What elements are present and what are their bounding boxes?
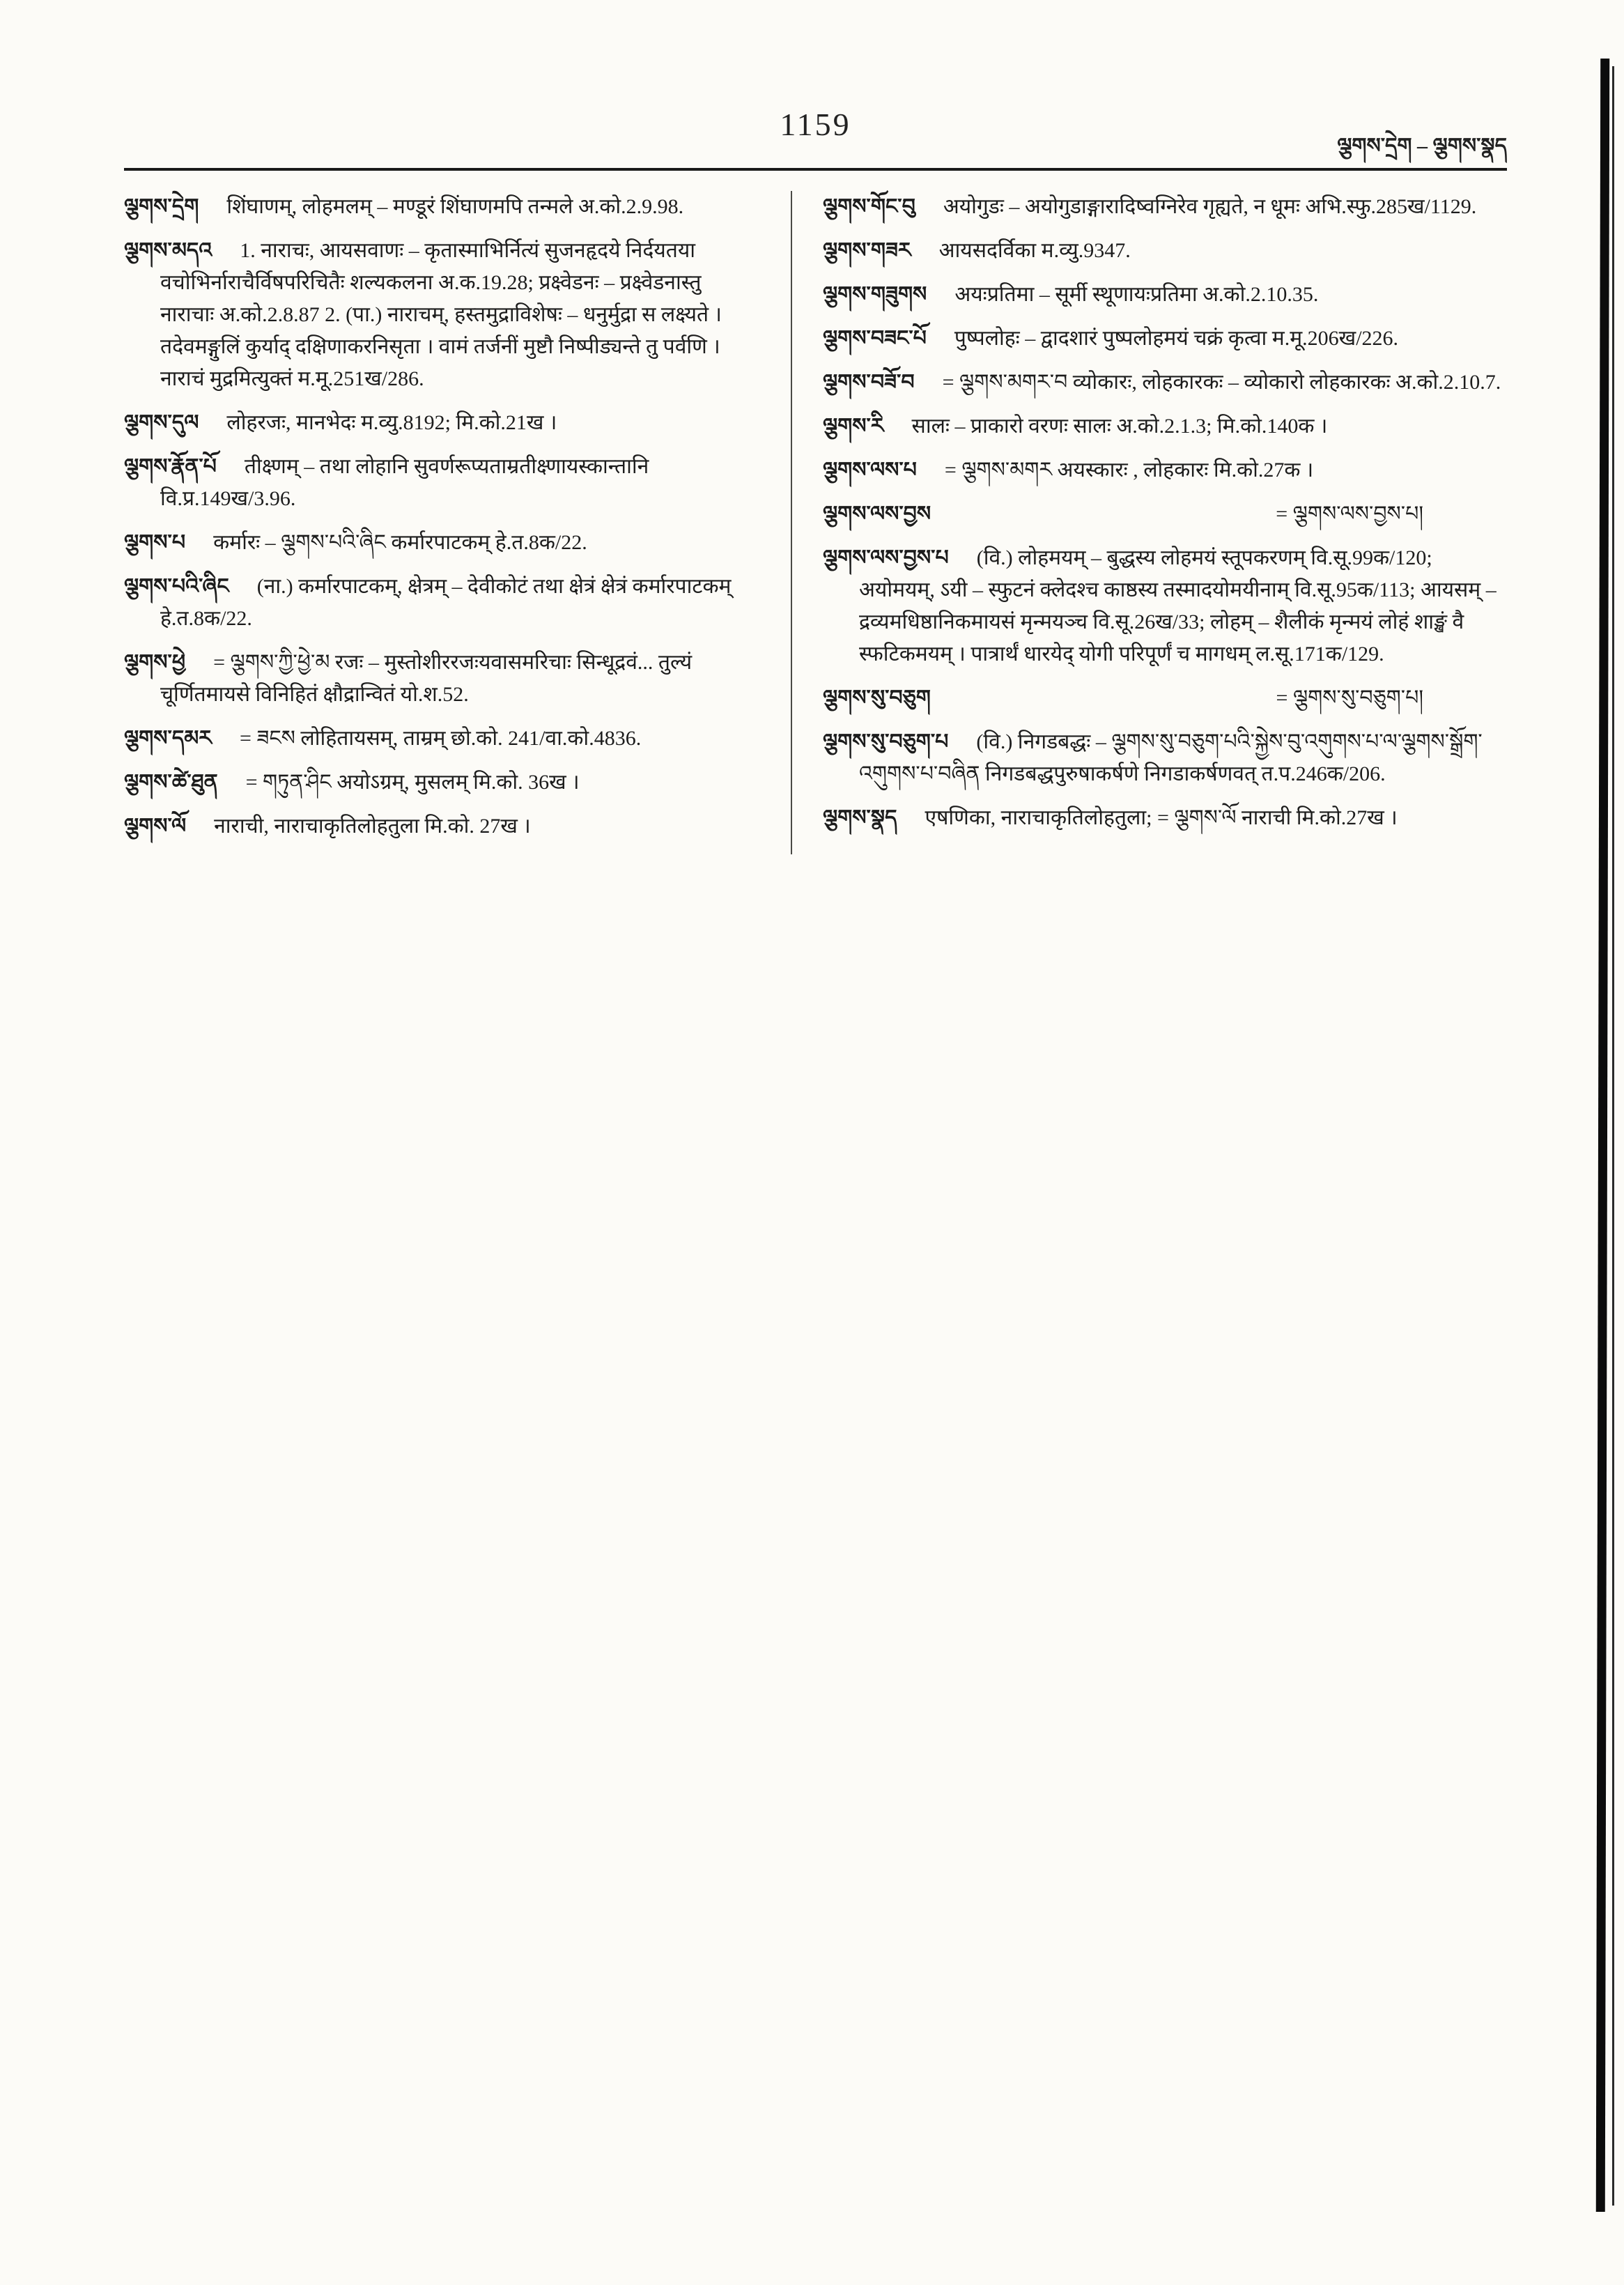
- entry-body: = ལྕགས་ལས་བྱས་པ།: [1276, 502, 1423, 525]
- dictionary-entry: [823, 279, 1507, 311]
- entry-body: = ལྕགས་མགར अयस्कारः , लोहकारः मि.को.27क ।: [944, 459, 1314, 482]
- entry-body: अयःप्रतिमा – सूर्मी स्थूणायःप्रतिमा अ.को.2.10.35.: [954, 283, 1319, 306]
- dictionary-content: [124, 191, 1507, 854]
- entry-headword: ལྕགས་དྲེག: [124, 195, 199, 218]
- entry-body: (वि.) लोहमयम् – बुद्धस्य लोहमयं स्तूपकरणम् वि.सू.99क/120; अयोमयम्, ऽयी – स्फुटनं क्लेदश्च काष्ठस्य तस्मादयोमयीनाम् वि.सू.95क/113; आयसम् – द्रव्यमधिष्ठानिकमायसं मृन्मयञ्च वि.सू.26ख/33; लोहम् – शैलीकं मृन्मयं लोहं शाङ्खं वै स्फटिकमयम् । पात्रार्थं धारयेद् योगी परिपूर्णं च मागधम् ल.सू.171क/129.: [859, 546, 1497, 666]
- dictionary-entry: [823, 542, 1507, 670]
- entry-body: आयसदर्विका म.व्यु.9347.: [938, 239, 1131, 262]
- entry-headword: ལྕགས་རྣོན་པོ: [124, 455, 217, 478]
- dictionary-entry: [124, 767, 759, 799]
- dictionary-entry-crossref: [823, 498, 1507, 530]
- entry-body: (ना.) कर्मारपाटकम्, क्षेत्रम् – देवीकोटं तथा क्षेत्रं क्षेत्रं कर्मारपाटकम् हे.त.8क/22.: [160, 575, 732, 630]
- column-right: [823, 191, 1507, 854]
- dictionary-entry: [124, 571, 759, 635]
- column-divider: [791, 191, 792, 854]
- entry-body: = ལྕགས་སུ་བཅུག་པ།: [1276, 686, 1423, 709]
- entry-headword: ལྕགས་རི: [823, 415, 884, 438]
- entry-body: तीक्ष्णम् – तथा लोहानि सुवर्णरूप्यताम्रतीक्ष्णायस्कान्तानि वि.प्र.149ख/3.96.: [160, 455, 649, 510]
- entry-body: शिंघाणम्, लोहमलम् – मण्डूरं शिंघाणमपि तन्मले अ.को.2.9.98.: [226, 195, 684, 218]
- entry-body: 1. नाराचः, आयसवाणः – कृतास्माभिर्नित्यं सुजनहृदये निर्दयतया वचोभिर्नाराचैर्विषपरिचितैः शल्यकलना अ.क.19.28; प्रक्ष्वेडनः – प्रक्ष्वेडनास्तु नाराचाः अ.को.2.8.87 2. (पा.) नाराचम्, हस्तमुद्राविशेषः – धनुर्मुद्रा स लक्ष्यते । तदेवमङ्गुलिं कुर्याद् दक्षिणाकरनिसृता । वामं तर्जनीं मुष्टौ निष्पीड्यन्ते तु पर्वणि । नाराचं मुद्रमित्युक्तं म.मू.251ख/286.: [160, 239, 722, 390]
- dictionary-entry: [823, 367, 1507, 399]
- dictionary-entry-crossref: [823, 682, 1507, 714]
- entry-body: (वि.) निगडबद्धः – ལྕགས་སུ་བཅུག་པའི་སྐྱེས་བུ་འགུགས་པ་ལ་ལྕགས་སྒྲོག་འགུགས་པ་བཞིན निगडबद्धपुरुषाकर्षणे निगडाकर्षणवत् त.प.246क/206.: [859, 730, 1483, 785]
- entry-headword: ལྕགས་སུ་བཅུག: [823, 686, 931, 709]
- entry-body: = གཏུན་ཤིང अयोऽग्रम्, मुसलम् मि.को. 36ख ।: [245, 771, 580, 794]
- dictionary-entry: [124, 407, 759, 439]
- dictionary-entry: [124, 810, 759, 843]
- dictionary-entry: [823, 802, 1507, 834]
- header-rule: [124, 168, 1507, 171]
- entry-headword: ལྕགས་ཚེ་ཐུན: [124, 771, 218, 794]
- entry-body: = ལྕགས་ཀྱི་ཕྱེ་མ रजः – मुस्तोशीररजःयवासमरिचाः सिन्धूद्रवं... तुल्यं चूर्णितमायसे विनिहितं क्षौद्रान्वितं यो.श.52.: [160, 651, 693, 706]
- page-number: 1159: [780, 107, 851, 142]
- entry-headword: ལྕགས་སུ་བཅུག་པ: [823, 730, 949, 753]
- entry-body: नाराची, नाराचाकृतिलोहतुला मि.को. 27ख ।: [214, 815, 531, 838]
- dictionary-entry: [823, 235, 1507, 267]
- entry-headword: ལྕགས་མདའ: [124, 239, 212, 262]
- entry-body: अयोगुडः – अयोगुडाङ्गारादिष्वग्निरेव गृह्यते, न धूमः अभि.स्फु.285ख/1129.: [943, 195, 1477, 218]
- entry-body: सालः – प्राकारो वरणः सालः अ.को.2.1.3; मि.को.140क ।: [911, 415, 1328, 438]
- entry-headword: ལྕགས་དུལ: [124, 411, 199, 434]
- scan-edge-line: [1612, 66, 1614, 2206]
- dictionary-entry: [124, 527, 759, 559]
- column-left: [124, 191, 759, 854]
- dictionary-entry: [124, 723, 759, 755]
- dictionary-entry: [124, 191, 759, 223]
- entry-body: = ལྕགས་མགར་བ व्योकारः, लोहकारकः – व्योकारो लोहकारकः अ.को.2.10.7.: [942, 371, 1501, 394]
- header-entry-range: ལྕགས་དྲེག – ལྕགས་སྣད: [1337, 134, 1507, 157]
- scan-edge-bar: [1596, 59, 1609, 2212]
- entry-headword: ལྕགས་པ: [124, 531, 186, 554]
- entry-body: कर्मारः – ལྕགས་པའི་ཞིང कर्मारपाटकम् हे.त.8क/22.: [213, 531, 587, 554]
- entry-headword: ལྕགས་བཟང་པོ: [823, 327, 927, 350]
- entry-headword: ལྕགས་གཟར: [823, 239, 911, 262]
- entry-headword: ལྕགས་པའི་ཞིང: [124, 575, 229, 598]
- entry-headword: ལྕགས་གོང་བུ: [823, 195, 915, 218]
- dictionary-entry: [823, 454, 1507, 486]
- entry-headword: ལྕགས་ལས་པ: [823, 459, 917, 482]
- entry-headword: ལྕགས་དམར: [124, 727, 212, 750]
- entry-headword: ལྕགས་ལོ: [124, 815, 187, 838]
- dictionary-entry: [124, 235, 759, 395]
- entry-headword: ལྕགས་གཟུགས: [823, 283, 927, 306]
- entry-body: लोहरजः, मानभेदः म.व्यु.8192; मि.को.21ख ।: [226, 411, 557, 434]
- entry-headword: ལྕགས་བཟོ་བ: [823, 371, 915, 394]
- dictionary-entry: [124, 451, 759, 515]
- dictionary-entry: [823, 191, 1507, 223]
- dictionary-entry: [823, 726, 1507, 790]
- dictionary-entry: [823, 323, 1507, 355]
- entry-body: पुष्पलोहः – द्वादशारं पुष्पलोहमयं चक्रं कृत्वा म.मू.206ख/226.: [954, 327, 1399, 350]
- entry-headword: ལྕགས་ཕྱེ: [124, 651, 186, 674]
- entry-body: = ཟངས लोहितायसम्, ताम्रम् छो.को. 241/वा.को.4836.: [239, 727, 642, 750]
- entry-headword: ལྕགས་ལས་བྱས་པ: [823, 546, 949, 569]
- entry-headword: ལྕགས་སྣད: [823, 806, 897, 829]
- dictionary-entry: [823, 410, 1507, 443]
- dictionary-entry: [124, 647, 759, 711]
- entry-body: एषणिका, नाराचाकृतिलोहतुला; = ལྕགས་ལོ नाराची मि.को.27ख ।: [925, 806, 1398, 829]
- entry-headword: ལྕགས་ལས་བྱས: [823, 502, 931, 525]
